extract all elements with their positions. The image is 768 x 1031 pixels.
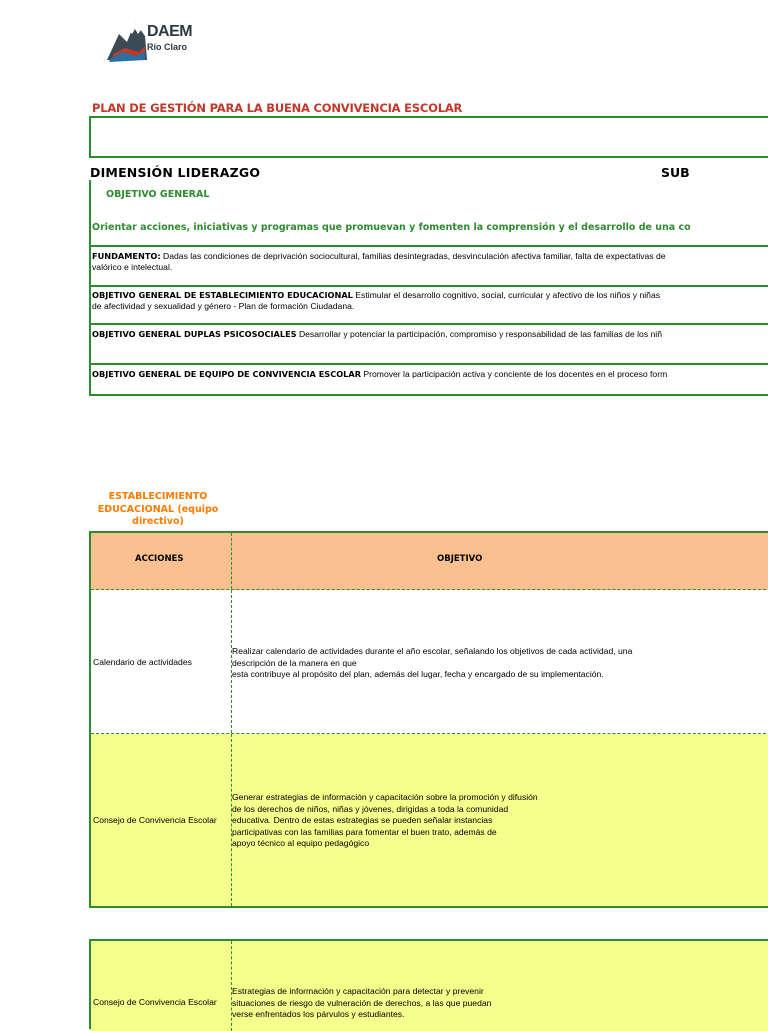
section-line: Estimular el desarrollo cognitivo, social, curricular y afectivo de los niños y niñas <box>352 290 661 300</box>
action-cell: Calendario de actividades <box>93 657 192 667</box>
action-cell: Consejo de Convivencia Escolar <box>93 815 217 825</box>
section-line2: valórico e intelectual. <box>92 261 173 272</box>
divider <box>89 363 768 365</box>
fundamento-section <box>92 251 732 272</box>
title-box <box>89 116 768 158</box>
logo-subtitle: Río Claro <box>147 42 188 52</box>
duplas-objective-section <box>92 329 732 340</box>
section-bold: OBJETIVO GENERAL DE ESTABLECIMIENTO EDUCACIONAL <box>92 290 353 300</box>
header-objective: OBJETIVO <box>437 554 483 564</box>
general-objective-text: Orientar acciones, iniciativas y programas que promuevan y fomenten la comprensión y el desarrollo de una co <box>92 222 691 233</box>
convivencia-objective-section <box>92 369 732 380</box>
table-row <box>91 734 768 906</box>
section-line: Promover la participación activa y conciente de los docentes en el proceso form <box>361 369 668 379</box>
table-header-row <box>91 533 768 590</box>
actions-table <box>89 531 768 908</box>
action-cell: Consejo de Convivencia Escolar <box>93 997 217 1007</box>
divider <box>89 285 768 287</box>
plan-title: PLAN DE GESTIÓN PARA LA BUENA CONVIVENCIA ESCOLAR <box>92 101 463 115</box>
section-line: Dadas las condiciones de deprivación sociocultural, familias desintegradas, desvinculación afectiva familiar, falta de expectativas de <box>160 251 666 261</box>
section-line: Desarrollar y potenciar la participación, compromiso y responsabilidad de las familias de los niñ <box>296 329 662 339</box>
objective-cell: Estrategias de información y capacitación para detectar y prevenir situaciones de riesgo de vulneración de derechos, a las que puedan verse enfrentados los párvulos y estudiantes. <box>232 986 492 1020</box>
dimension-heading: DIMENSIÓN LIDERAZGO <box>90 165 261 180</box>
establishment-objective-section <box>92 290 732 311</box>
divider <box>89 323 768 325</box>
section-bold: FUNDAMENTO: <box>92 251 161 261</box>
table-row <box>91 941 768 1031</box>
logo-name: DAEM <box>147 23 193 40</box>
section-bold: OBJETIVO GENERAL DUPLAS PSICOSOCIALES <box>92 329 297 339</box>
objective-cell: Realizar calendario de actividades durante el año escolar, señalando los objetivos de cada actividad, una descripción de la manera en que esta contribuye al propósito del plan, además del lugar, fecha y encargado de su implementación. <box>232 646 633 680</box>
section-bold: OBJETIVO GENERAL DE EQUIPO DE CONVIVENCIA ESCOLAR <box>92 369 362 379</box>
establishment-label: ESTABLECIMIENTO EDUCACIONAL (equipo directivo) <box>97 491 219 527</box>
header-actions: ACCIONES <box>135 554 184 564</box>
general-objective-label: OBJETIVO GENERAL <box>106 189 210 200</box>
table-row <box>91 590 768 734</box>
objective-cell: Generar estrategias de información y capacitación sobre la promoción y difusión de los derechos de niños, niñas y jóvenes, dirigidas a toda la comunidad educativa. Dentro de estas estrategias se pueden señalar instancias participativas con las familias para fomentar el buen trato, además de apoyo técnico al equipo pedagógico <box>232 792 538 849</box>
sub-heading: SUB <box>661 165 690 180</box>
section-line2: de afectividad y sexualidad y género - Plan de formación Ciudadana. <box>92 300 355 311</box>
actions-table-continued <box>89 939 768 1029</box>
divider <box>89 245 768 247</box>
